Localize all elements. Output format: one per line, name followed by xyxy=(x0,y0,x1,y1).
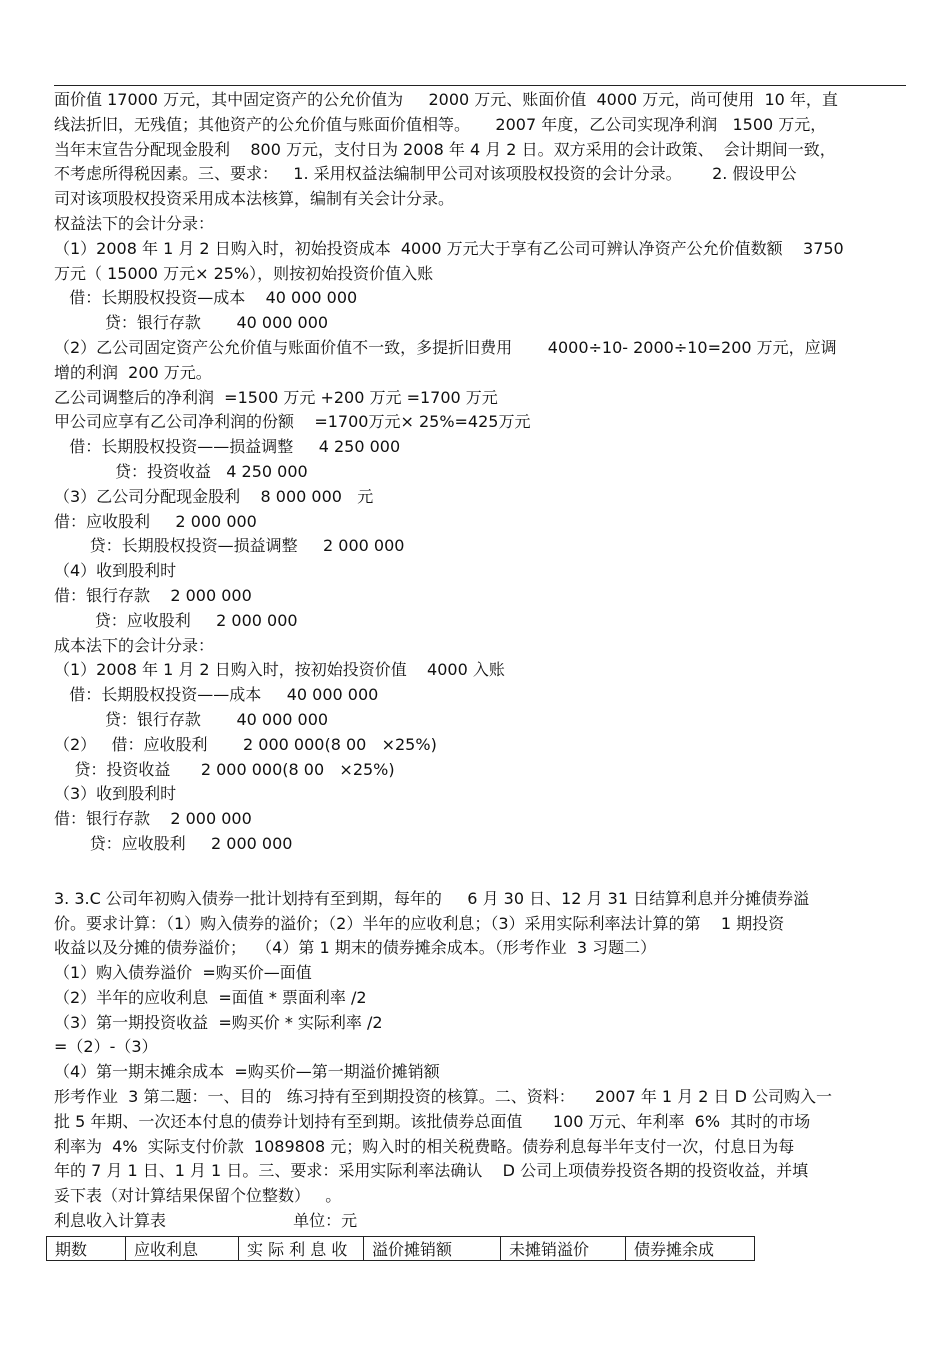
text-line: =（2）-（3） xyxy=(54,1037,158,1057)
text-line: 当年末宣告分配现金股利 800 万元，支付日为 2008 年 4 月 2 日。双方采用的会计政策、 会计期间一致， xyxy=(54,139,836,159)
text-line: 借：应收股利 2 000 000 xyxy=(54,511,257,531)
text-line: 借：银行存款 2 000 000 xyxy=(54,585,252,605)
text-line: 甲公司应享有乙公司净利润的份额 =1700万元× 25%=425万元 xyxy=(54,412,531,432)
text-line: 年的 7 月 1 日、1 月 1 日。三、要求：采用实际利率法确认 D 公司上项债券投资各期的投资收益，并填 xyxy=(54,1161,809,1181)
text-line: 借：银行存款 2 000 000 xyxy=(54,809,252,829)
text-line: （4）收到股利时 xyxy=(54,561,177,581)
text-line: 批 5 年期、一次还本付息的债券计划持有至到期。该批债券总面值 100 万元、年利率 6% 其时的市场 xyxy=(54,1111,811,1131)
text-line: 价。要求计算：（1）购入债券的溢价；（2）半年的应收利息；（3）采用实际利率法计算的第 1 期投资 xyxy=(54,913,785,933)
text-line: 借：长期股权投资——成本 40 000 000 xyxy=(54,685,379,705)
text-line: 形考作业 3 第二题：一、目的 练习持有至到期投资的核算。二、资料： 2007 年 1 月 2 日 D 公司购入一 xyxy=(54,1087,833,1107)
text-line: 万元（ 15000 万元× 25%），则按初始投资价值入账 xyxy=(54,263,434,283)
text-line: 利息收入计算表 单位：元 xyxy=(54,1211,358,1231)
table-header-cell: 期数 xyxy=(47,1236,126,1260)
text-line: （4）第一期末摊余成本 =购买价—第一期溢价摊销额 xyxy=(54,1062,440,1082)
text-line: 贷：应收股利 2 000 000 xyxy=(54,610,298,630)
text-line: 增的利润 200 万元。 xyxy=(54,362,212,382)
text-line: 贷：应收股利 2 000 000 xyxy=(54,833,293,853)
text-line: （1）2008 年 1 月 2 日购入时，初始投资成本 4000 万元大于享有乙公司可辨认净资产公允价值数额 3750 xyxy=(54,238,844,258)
text-line: 权益法下的会计分录： xyxy=(54,213,215,233)
table-header-cell: 应收利息 xyxy=(126,1236,239,1260)
table-header-cell: 实 际 利 息 收 xyxy=(239,1236,364,1260)
text-line: （3）收到股利时 xyxy=(54,784,177,804)
text-line: 借：长期股权投资——损益调整 4 250 000 xyxy=(54,437,401,457)
equity-method-section xyxy=(54,88,906,857)
text-line: （1）购入债券溢价 =购买价—面值 xyxy=(54,963,312,983)
text-line: （2）半年的应收利息 =面值 * 票面利率 /2 xyxy=(54,987,367,1007)
text-line: 成本法下的会计分录： xyxy=(54,635,215,655)
text-line: 妥下表（对计算结果保留个位整数） 。 xyxy=(54,1186,342,1206)
text-line: （3）乙公司分配现金股利 8 000 000 元 xyxy=(54,486,374,506)
table-header-cell: 债券摊余成 xyxy=(626,1236,755,1260)
text-line: 线法折旧，无残值；其他资产的公允价值与账面价值相等。 2007 年度，乙公司实现净利润 1500 万元， xyxy=(54,114,827,134)
text-line: 3. 3.C 公司年初购入债券一批计划持有至到期，每年的 6 月 30 日、12 月 31 日结算利息并分摊债券溢 xyxy=(54,888,810,908)
text-line: （2） 借：应收股利 2 000 000(8 00 ×25%) xyxy=(54,734,437,754)
table-header-row xyxy=(47,1236,755,1260)
text-line: （3）第一期投资收益 =购买价 * 实际利率 /2 xyxy=(54,1012,383,1032)
text-line: 乙公司调整后的净利润 =1500 万元 +200 万元 =1700 万元 xyxy=(54,387,498,407)
interest-income-table xyxy=(46,1236,755,1261)
text-line: 收益以及分摊的债券溢价； （4）第 1 期末的债券摊余成本。（形考作业 3 习题二） xyxy=(54,938,657,958)
document-page xyxy=(54,88,906,1261)
text-line: 贷：银行存款 40 000 000 xyxy=(54,709,329,729)
text-line: （2）乙公司固定资产公允价值与账面价值不一致，多提折旧费用 4000÷10- 2000÷10=200 万元，应调 xyxy=(54,337,837,357)
text-line: 贷：投资收益 2 000 000(8 00 ×25%) xyxy=(54,759,395,779)
text-line: 贷：银行存款 40 000 000 xyxy=(54,313,329,333)
text-line: 面价值 17000 万元，其中固定资产的公允价值为 2000 万元、账面价值 4000 万元，尚可使用 10 年，直 xyxy=(54,90,838,109)
text-line: 借：长期股权投资—成本 40 000 000 xyxy=(54,288,358,308)
table-header-cell: 溢价摊销额 xyxy=(364,1236,501,1260)
text-line: 贷：投资收益 4 250 000 xyxy=(54,461,308,481)
header-rule xyxy=(54,85,906,86)
bond-premium-section xyxy=(54,887,906,1234)
text-line: 司对该项股权投资采用成本法核算，编制有关会计分录。 xyxy=(54,189,455,209)
section-gap xyxy=(54,857,906,887)
text-line: 贷：长期股权投资—损益调整 2 000 000 xyxy=(54,536,405,556)
text-line: （1）2008 年 1 月 2 日购入时，按初始投资价值 4000 入账 xyxy=(54,660,505,680)
table-header-cell: 未摊销溢价 xyxy=(501,1236,626,1260)
text-line: 不考虑所得税因素。三、要求： 1. 采用权益法编制甲公司对该项股权投资的会计分录。 2. 假设甲公 xyxy=(54,164,797,184)
text-line: 利率为 4% 实际支付价款 1089808 元；购入时的相关税费略。债券利息每半年支付一次，付息日为每 xyxy=(54,1136,795,1156)
